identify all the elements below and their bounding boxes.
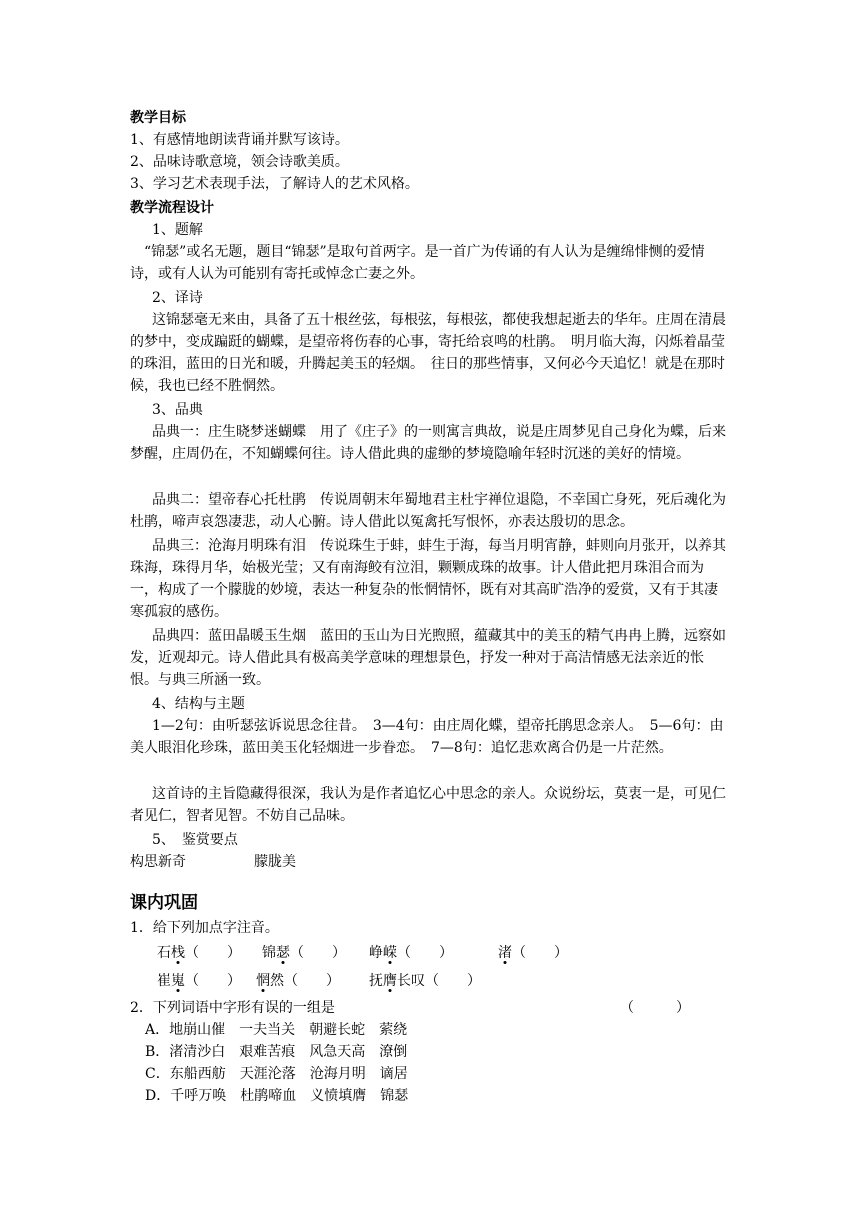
exercise-heading: 课内巩固 [130,893,198,913]
allusion-paragraph: 品典四：蓝田晶暖玉生烟 蓝田的玉山为日光煦照，蕴藏其中的美玉的精气冉冉上腾，远察如发，近观却元。诗人借此具有极高美学意味的理想景色，抒发一种对于高洁情感无法亲近的怅恨。与典三所涵一致。 [130,628,726,688]
goal-item: 2、品味诗歌意境，领会诗歌美质。 [130,154,349,170]
option-b: B．渚清沙白 艰难苦痕 风急天高 潦倒 [145,1044,408,1060]
section-title: 3、品典 [152,402,203,418]
pinyin-item: 石栈（ ） [157,945,241,961]
pinyin-item: 崔嵬（ ） [157,973,241,989]
answer-blank: （ ） [620,1000,690,1016]
goals-heading: 教学目标 [130,110,186,126]
allusion-paragraph: 品典一：庄生晓梦迷蝴蝶 用了《庄子》的一则寓言典故，说是庄周梦见自己身化为蝶，后来梦醒，庄周仍在，不知蝴蝶何往。诗人借此典的虚缈的梦境隐喻年轻时沉迷的美好的情境。 [130,424,726,462]
section-title: 1、题解 [152,222,203,238]
option-a: A．地崩山催 一夫当关 朝避长蛇 萦绕 [145,1022,408,1038]
goal-item: 1、有感情地朗读背诵并默写该诗。 [130,132,349,148]
section-text: 这锦瑟毫无来由，具备了五十根丝弦，每根弦，每根弦，都使我想起逝去的华年。庄周在清晨的梦中，变成蹁跹的蝴蝶，是望帝将伤春的心事，寄托给哀鸣的杜鹃。 明月临大海，闪烁着晶莹的珠泪，蓝田的日光和暖，升腾起美玉的轻烟。 往日的那些情事，又何必今天追忆！就是在那时候，我也已经不胜惘然。 [130,312,726,394]
section-title: 2、译诗 [152,290,203,306]
goal-item: 3、学习艺术表现手法，了解诗人的艺术风格。 [130,176,419,192]
section-title: 5、 鉴赏要点 [152,832,238,848]
option-d: D．千呼万唤 杜鹃啼血 义愤填膺 锦瑟 [145,1088,409,1104]
question-1: 1．给下列加点字注音。 [130,920,279,936]
section-text: “锦瑟”或名无题，题目“锦瑟”是取句首两字。是一首广为传诵的有人认为是缠绵悱恻的爱情诗，或有人认为可能别有寄托或悼念亡妻之外。 [130,244,705,282]
flow-heading: 教学流程设计 [130,200,214,216]
appreciation-point: 构思新奇 [130,854,186,870]
pinyin-item: 抚膺长叹（ ） [369,973,481,989]
pinyin-item: 惘然（ ） [256,973,340,989]
section-text: 这首诗的主旨隐藏得很深，我认为是作者追忆心中思念的亲人。众说纷坛，莫衷一是，可见仁者见仁，智者见智。不妨自己品味。 [130,786,726,824]
allusion-paragraph: 品典三：沧海月明珠有泪 传说珠生于蚌，蚌生于海，每当月明宵静，蚌则向月张开，以养其珠海，珠得月华，始极光莹；又有南海鲛有泣泪，颗颗成珠的故事。计人借此把月珠泪合而为一，构成了一个朦胧的妙境，表达一种复杂的怅惘情怀，既有对其高旷浩净的爱赏，又有于其凄寒孤寂的感伤。 [130,538,726,620]
appreciation-point: 朦胧美 [254,854,296,870]
option-c: C．东船西舫 天涯沦落 沧海月明 谪居 [145,1066,408,1082]
section-title: 4、结构与主题 [152,696,245,712]
question-2: 2．下列词语中字形有误的一组是 [130,1000,335,1016]
pinyin-item: 锦瑟（ ） [262,945,346,961]
pinyin-item: 渚（ ） [498,945,568,961]
allusion-paragraph: 品典二：望帝春心托杜鹃 传说周朝末年蜀地君主杜宇禅位退隐，不幸国亡身死，死后魂化为杜鹃，啼声哀怨凄悲，动人心腑。诗人借此以冤禽托写恨怀，亦表达殷切的思念。 [130,492,726,530]
section-text: 1—2句：由听瑟弦诉说思念往昔。 3—4句：由庄周化蝶，望帝托鹃思念亲人。 5—6句：由美人眼泪化珍珠，蓝田美玉化轻烟进一步眷恋。 7—8句：追忆悲欢离合仍是一片茫然。 [130,718,724,756]
pinyin-item: 峥嵘（ ） [369,945,453,961]
